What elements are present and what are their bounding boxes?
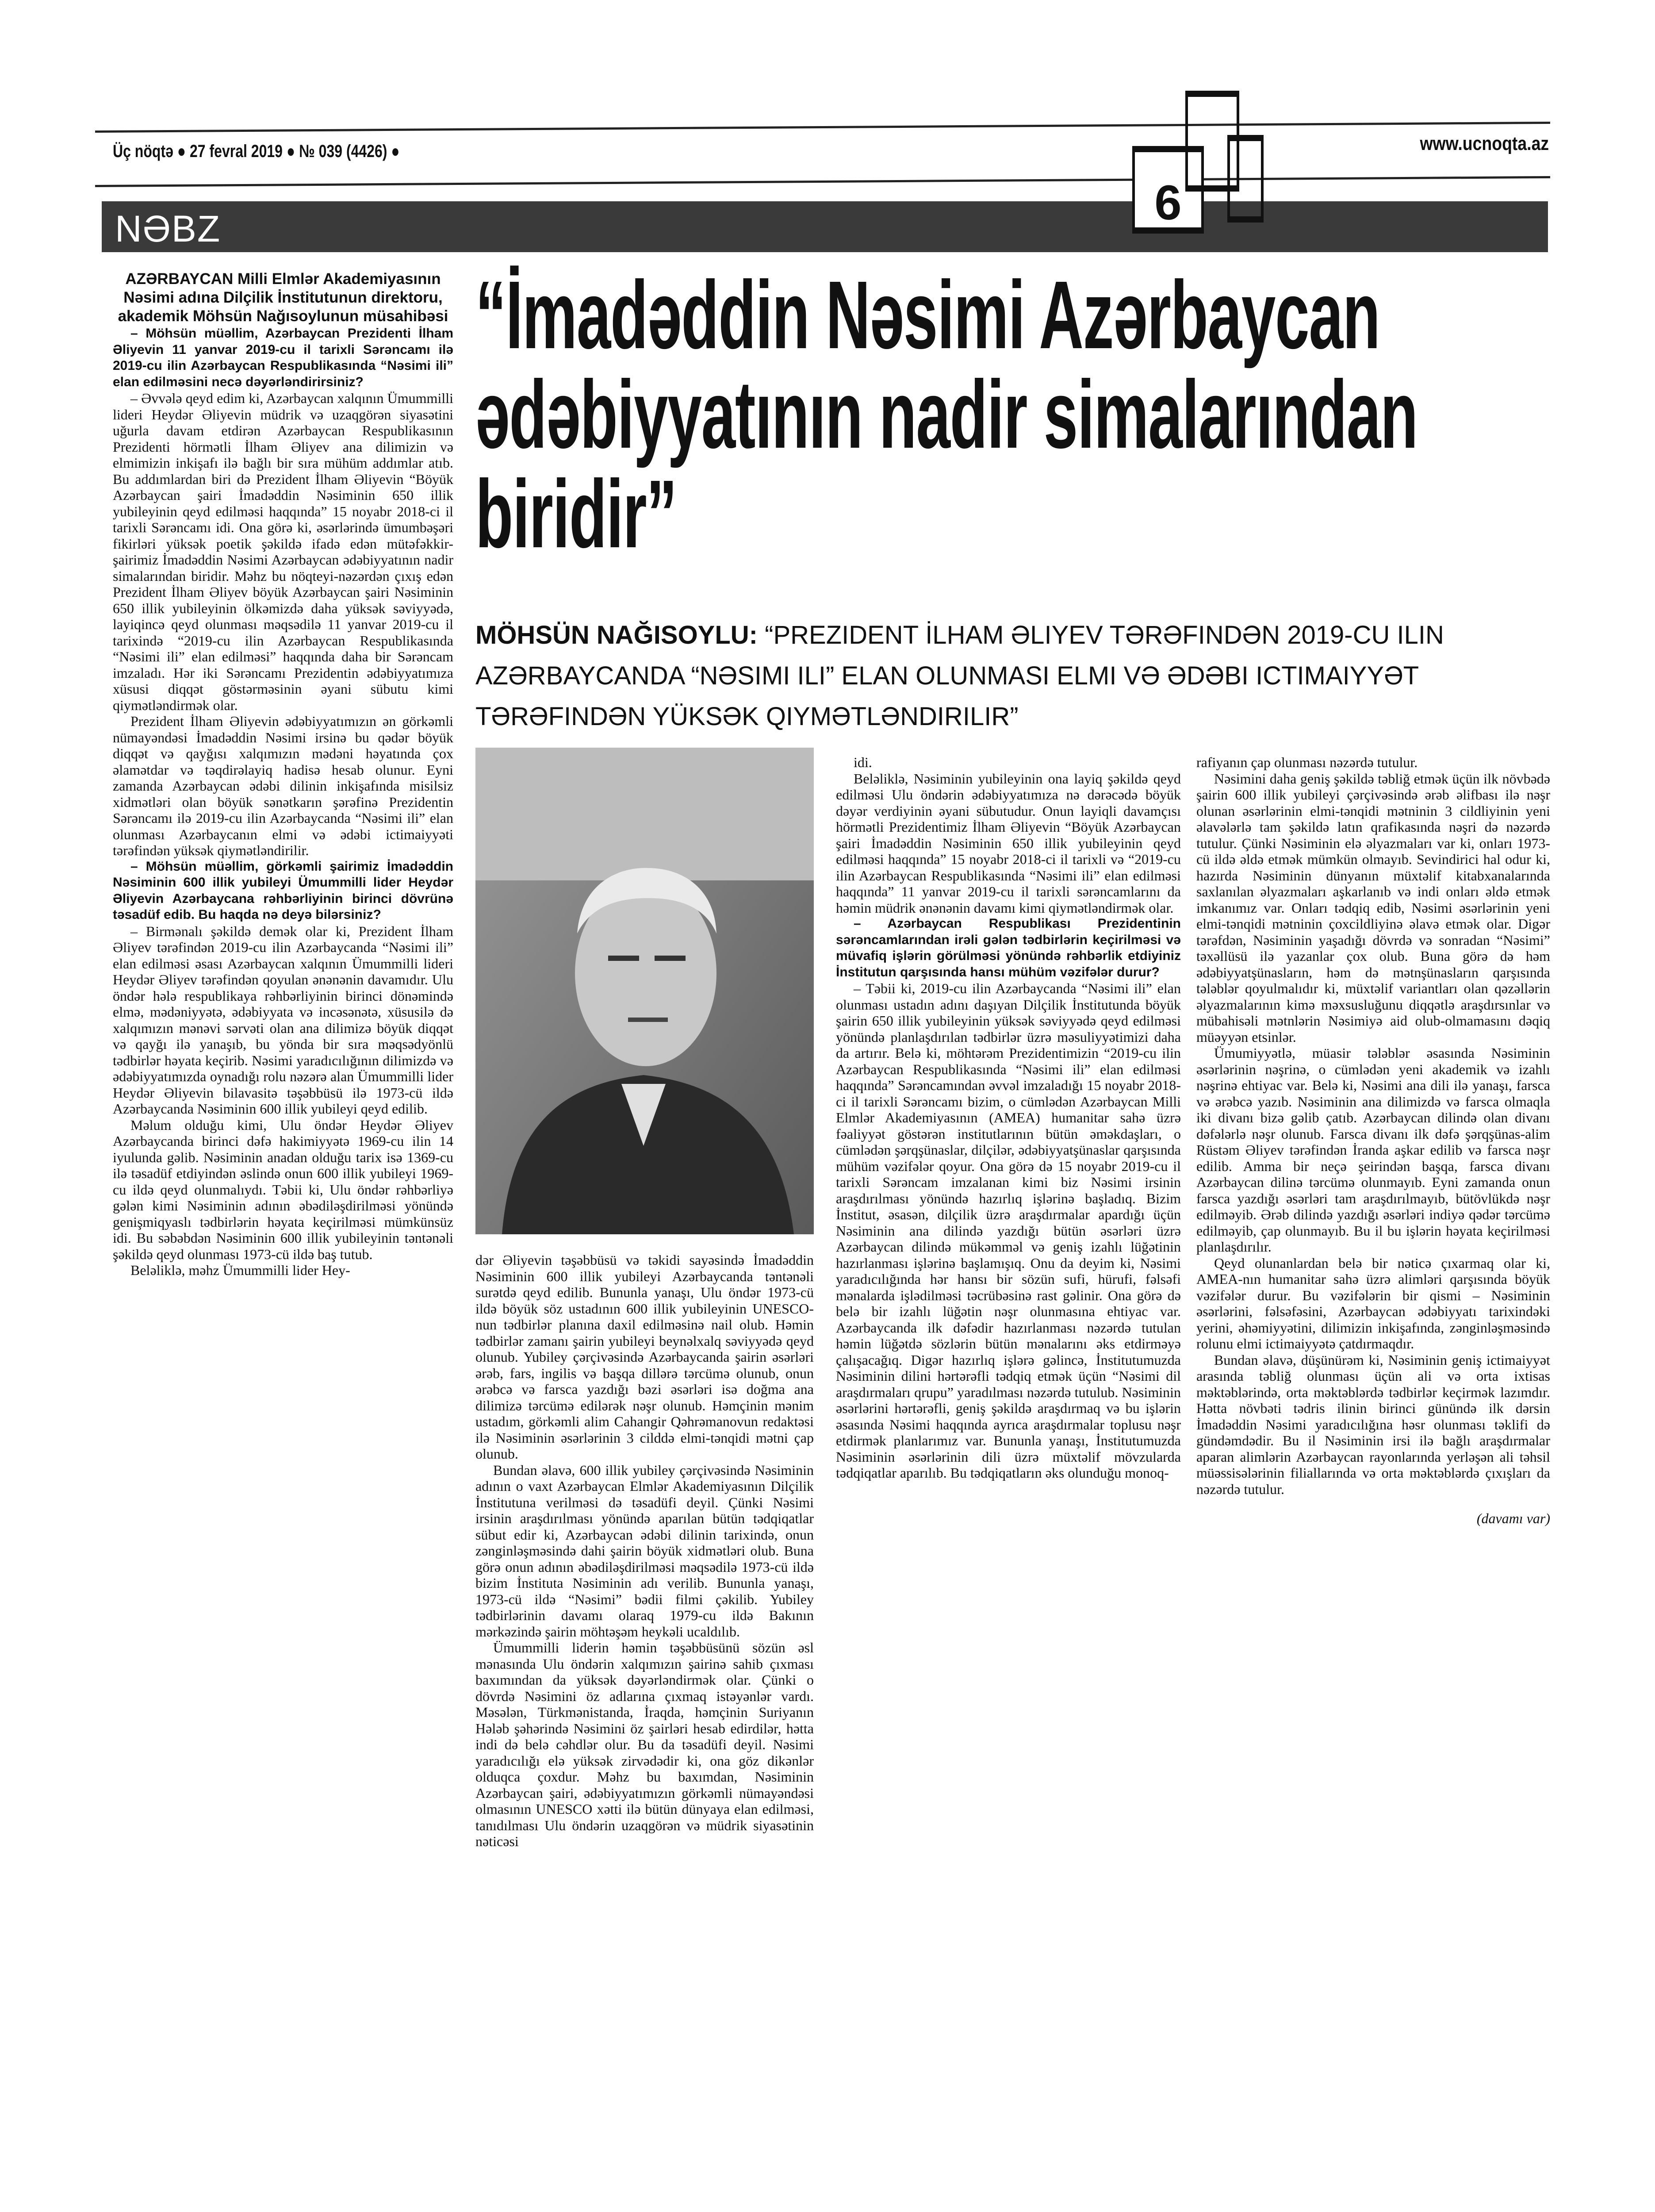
continued-note: (davamı var)	[1476, 1510, 1550, 1526]
decorative-square	[1227, 135, 1264, 223]
masthead-rule	[95, 176, 1550, 187]
paragraph: Məlum olduğu kimi, Ulu öndər Heydər Əliyev Azərbaycanda birinci dəfə hakimiyyətə 1969-cu ilin 14 iyulunda gəlib. Nəsiminin anadan olduğu tarix isə 1369-cu ilə təsadüf etdiyindən əslində onun 600 illik yubileyi 1969-cu ildə qeyd olunmalıydı. Təbii ki, Ulu öndər rəhbərliyə gələn kimi Nəsiminin adının əbədiləşdirilməsi yönündə genişmiqyaslı tədbirlərin həyata keçirilməsi mümkünsüz idi. Bu səbəbdən Nəsiminin 600 illik yubileyinin təntənəli şəkildə qeyd olunması 1973-cü ildə baş tutub.	[113, 1117, 453, 1262]
article-column-1	[113, 270, 453, 1279]
paragraph: Bundan əlavə, 600 illik yubiley çərçivəsində Nəsiminin adının o vaxt Azərbaycan Elmlər Akademiyasının Dilçilik İnstitutuna verilməsi də təsadüfi deyil. Çünki Nəsimi irsinin araşdırılması yönündə aparılan bütün tədqiqatlar sübut edir ki, Azərbaycan ədəbi dilinin tarixində, onun zənginləşməsində dahi şairin böyük xidmətləri olub. Buna görə onun adının əbədiləşdirilməsi məqsədilə 1973-cü ildə bizim İnstituta Nəsiminin adı verilib. Bununla yanaşı, 1973-cü ildə “Nəsimi” bədii filmi çəkilib. Yubiley tədbirlərinin davamı olaraq 1979-cu ildə Bakının mərkəzində şairin möhtəşəm heykəli ucaldılıb.	[475, 1462, 814, 1640]
website-url[interactable]: www.ucnoqta.az	[1420, 133, 1549, 154]
section-title: NƏBZ	[115, 208, 221, 250]
paragraph: dər Əliyevin təşəbbüsü və təkidi sayəsində İmadəddin Nəsiminin 600 illik yubileyi Azərbaycanda təntənəli surətdə qeyd edilib. Bununla yanaşı, Ulu öndər 1973-cü ildə böyük söz ustadının 600 illik yubileyinin UNESCO-nun tədbirlər planına daxil edilməsinə nail olub. Həmin tədbirlər zamanı şairin yubileyi beynəlxalq səviyyədə qeyd olunub. Yubiley çərçivəsində Azərbaycanda şairin əsərləri ərəb, fars, ingilis və başqa dillərə tərcümə olunub, onun ərəbcə və farsca yazdığı bəzi əsərləri isə doğma ana dilimizə tərcümə edilərək nəşr olunub. Həmçinin mənim ustadım, görkəmli alim Cahangir Qəhrəmanovun redaktəsi ilə Nəsiminin əsərlərinin 3 cilddə elmi-tənqidi mətni çap olunub.	[475, 1252, 814, 1462]
subhead-quote: “PREZIDENT İLHAM ƏLIYEV TƏRƏFINDƏN 2019-CU ILIN AZƏRBAYCANDA “NƏSIMI ILI” ELAN OLUNMASI ELMI VƏ ƏDƏBI ICTIMAIYYƏT TƏRƏFINDƏN YÜKSƏK QIYMƏTLƏNDIRILIR”	[475, 621, 1444, 731]
interview-question: – Möhsün müəllim, görkəmli şairimiz İmadəddin Nəsiminin 600 illik yubileyi Ümummilli lider Heydər Əliyevin Azərbaycana rəhbərliyinin birinci dövrünə təsadüf edib. Bu haqda nə deyə bilərsiniz?	[113, 859, 453, 922]
paragraph: Qeyd olunanlardan belə bir nəticə çıxarmaq olar ki, AMEA-nın humanitar sahə üzrə alimləri qarşısında böyük vəzifələr durur. Bu vəzifələrin bir qismi – Nəsiminin əsərlərini, fəlsəfəsini, Azərbaycan ədəbiyyatı tarixindəki yerini, əhəmiyyətini, dilimizin inkişafında, zənginləşməsində rolunu elmi ictimaiyyətə çatdırmaqdır.	[1196, 1255, 1550, 1352]
masthead-info: Üç nöqtə ● 27 fevral 2019 ● № 039 (4426) ●	[113, 142, 400, 161]
paragraph: Ümummilli liderin həmin təşəbbüsünü sözün əsl mənasında Ulu öndərin xalqımızın şairinə sahib çıxması baxımından da yüksək dəyərləndirmək olar. Çünki o dövrdə Nəsimini öz adlarına çıxmaq istəyənlər vardı. Məsələn, Türkmənistanda, İraqda, həmçinin Suriyanın Hələb şəhərində Nəsimini öz şairləri hesab edirdilər, hətta indi də belə cəhdlər olur. Bu da təsadüfi deyil. Nəsimi yaradıcılığı elə yüksək zirvədədir ki, ona göz dikənlər olduqca çoxdur. Məhz bu baxımdan, Nəsiminin Azərbaycan şairi, ədəbiyyatımızın görkəmli nümayəndəsi olmasının UNESCO xətti ilə bütün dünyaya elan edilməsi, tanıdılması Ulu öndərin uzaqgörən və müdrik siyasətinin nəticəsi	[475, 1640, 814, 1849]
paragraph: Ümumiyyətlə, müasir tələblər əsasında Nəsiminin əsərlərinin nəşrinə, o cümlədən yeni akademik və izahlı nəşrinə ehtiyac var. Belə ki, Nəsimi ana dili ilə yanaşı, farsca və ərəbcə yazıb. Nəsiminin ana dilimizdə və farsca olmaqla iki divanı bizə gəlib çatıb. Azərbaycan dilində olan divanı dəfələrlə nəşr olunub. Farsca divanı ilk dəfə şərqşünas-alim Rüstəm Əliyev tərəfindən İranda aşkar edilib və farsca nəşr edilib. Amma bir neçə şeirindən başqa, farsca divanı Azərbaycan dilinə tərcümə olunmayıb. Eyni zamanda onun farsca yazdığı əsərləri tam araşdırılmayıb, bütövlükdə nəşr edilməyib. Ərəb dilində yazdığı əsərləri indiyə qədər tərcümə edilməyib, çap olunmayıb. Bu il bu işlərin həyata keçirilməsi planlaşdırılır.	[1196, 1045, 1550, 1255]
article-headline: “İmadəddin Nəsimi Azərbaycan ədəbiyyatının nadir simalarından biridir”	[475, 261, 1417, 568]
paragraph: – Təbii ki, 2019-cu ilin Azərbaycanda “Nəsimi ili” elan olunması ustadın adını daşıyan Dilçilik İnstitutunda böyük şairin 650 illik yubileyinin yüksək səviyyədə qeyd edilməsi yönündə planlaşdırılan tədbirlər üzrə məsuliyyətimizi daha da artırır. Belə ki, möhtərəm Prezidentimizin “2019-cu ilin Azərbaycan Respublikasında “Nəsimi ili” elan edilməsi haqqında” Sərəncamından əvvəl imzaladığı 15 noyabr 2018-ci il tarixli Sərəncamı bizim, o cümlədən Azərbaycan Milli Elmlər Akademiyasının (AMEA) humanitar sahə üzrə fəaliyyət göstərən institutlarının bütün əməkdaşları, o cümlədən şərqşünaslar, dilçilər, ədəbiyyatşünaslar qarşısında mühüm vəzifələr qoyur. Ona görə də 15 noyabr 2019-cu il tarixli Sərəncam imzalanan kimi biz Nəsimi irsinin araşdırılması yönündə hazırlıq işlərinə başladıq. Bizim İnstitut, əsasən, dilçilik üzrə araşdırmalar apardığı üçün Nəsiminin ana dilində yazdığı bütün əsərləri üzrə Azərbaycan dilində mükəmməl və geniş izahlı lüğətinin hazırlanması işlərinə başlamışıq. Onu da deyim ki, Nəsimi yaradıcılığında hər hansı bir sözün sufi, hürufi, fəlsəfi mənalarda işlədilməsi təcrübəsinə rast gəlinir. Ona görə də belə bir izahlı lüğətin nəşr olunmasına ehtiyac var. Azərbaycanda ilk dəfədir hazırlanması nəzərdə tutulan həmin lüğətdə sözlərin bütün mənalarını əks etdirməyə çalışacağıq. Digər hazırlıq işlərə gəlincə, İnstitutumuzda Nəsiminin dilini hərtərəfli tədqiq etmək üçün “Nəsimi dil araşdırmaları qrupu” yaradılması nəzərdə tutulub. Nəsiminin əsərlərini hərtərəfli, geniş şəkildə araşdırmaq və bu işlərin əsasında Nəsimi haqqında ayrıca araşdırmalar toplusu nəşr etdirmək planlarımız var. Bununla yanaşı, İnstitutumuzda Nəsiminin əsərlərinin dili üzrə müxtəlif mövzularda tədqiqatlar aparılıb. Bu tədqiqatların əks olunduğu monoq-	[836, 980, 1181, 1481]
section-bar	[102, 201, 1548, 252]
interview-question: – Azərbaycan Respublikası Prezidentinin sərəncamlarından irəli gələn tədbirlərin keçirilməsi və müvafiq işlərin görülməsi yönündə rəhbərlik etdiyiniz İnstitutun qarşısında hansı mühüm vəzifələr durur?	[836, 916, 1181, 979]
article-subheadline	[475, 615, 1555, 737]
paragraph: – Əvvələ qeyd edim ki, Azərbaycan xalqının Ümummilli lideri Heydər Əliyevin müdrik və uzaqgörən siyasətini uğurla davam etdirən Azərbaycan Respublikasının Prezidenti hörmətli İlham Əliyev ana dilimizin və elmimizin inkişafı ilə bağlı bir sıra mühüm addımlar atıb. Bu addımlardan biri də Prezident İlham Əliyevin “Böyük Azərbaycan şairi İmadəddin Nəsiminin 650 illik yubileyinin qeyd edilməsi haqqında” 15 noyabr 2018-ci il tarixli Sərəncamı idi. Ona görə ki, əsərlərində ümumbəşəri fikirləri yüksək poetik şəkildə ifadə edən mütəfəkkir-şairimiz İmadəddin Nəsimi Azərbaycan ədəbiyyatının nadir simalarından biridir. Məhz bu nöqteyi-nəzərdən çıxış edən Prezident İlham Əliyev böyük Azərbaycan şairi Nəsiminin 650 illik yubileyinin ölkəmizdə daha yüksək səviyyədə, layiqincə qeyd olunması məqsədilə 11 yanvar 2019-cu il tarixində “2019-cu ilin Azərbaycan Respublikasında “Nəsimi ili” elan edilməsi” haqqında daha bir Sərəncam imzaladı. Hər iki Sərəncamı Prezidentin ədəbiyyatımıza xüsusi diqqət göstərməsinin əyani sübutu kimi qiymətləndirmək olar.	[113, 390, 453, 713]
paragraph: Nəsimini daha geniş şəkildə təbliğ etmək üçün ilk növbədə şairin 600 illik yubileyi çərçivəsində ərəb əlifbası ilə nəşr olunan əsərlərinin elmi-tənqidi mətninin 3 cildliyinin yeni əlavələrlə tam şəkildə latın qrafikasında nəşri də nəzərdə tutulur. Çünki Nəsiminin elə əlyazmaları var ki, onları 1973-cü ildə əldə etmək mümkün olmayıb. Sevindirici hal odur ki, hazırda Nəsiminin dünyanın müxtəlif kitabxanalarında saxlanılan əlyazmaları aşkarlanıb və indi onları əldə etmək imkanımız var. Onları tədqiq edib, Nəsimi əsərlərinin yeni elmi-tənqidi mətninin çoxcildliyinə əlavə etmək olar. Digər tərəfdən, Nəsiminin yaşadığı dövrdə və sonradan “Nəsimi” təxəllüsü ilə yazanlar çox olub. Buna görə də həm ədəbiyyatşünasların, həm də mətnşünasların qarşısında tələblər qoyulmalıdır ki, müxtəlif variantları olan qəzəllərin əlyazmalarının kimə məxsusluğunu diqqətlə araşdırsınlar və mübahisəli mətnlərin Nəsimiyə aid olub-olmamasını dəqiq müəyyən etsinlər.	[1196, 770, 1550, 1045]
paragraph: Beləliklə, Nəsiminin yubileyinin ona layiq şəkildə qeyd edilməsi Ulu öndərin ədəbiyyatımıza nə dərəcədə böyük dəyər verdiyinin əyani sübutudur. Onun layiqli davamçısı hörmətli Prezidentimiz İlham Əliyevin “Böyük Azərbaycan şairi İmadəddin Nəsiminin 650 illik yubileyinin qeyd edilməsi haqqında” 15 noyabr 2018-ci il tarixli və “2019-cu ilin Azərbaycan Respublikasında “Nəsimi ili” elan edilməsi haqqında” 11 yanvar 2019-cu il tarixli sərəncamlarını da həmin müdrik ənənənin davamı kimi qiymətləndirmək olar.	[836, 770, 1181, 916]
paragraph: rafiyanın çap olunması nəzərdə tutulur.	[1196, 754, 1418, 770]
top-rule	[95, 122, 1550, 133]
article-lead: AZƏRBAYCAN Milli Elmlər Akademiyasının Nəsimi adına Dilçilik İnstitutunun direktoru, akademik Möhsün Nağısoylunun müsahibəsi	[118, 270, 448, 325]
subhead-name: MÖHSÜN NAĞISOYLU:	[475, 621, 758, 649]
article-column-3	[836, 754, 1181, 1481]
interview-question: – Möhsün müəllim, Azərbaycan Prezidenti İlham Əliyevin 11 yanvar 2019-cu il tarixli Sərəncamı ilə 2019-cu ilin Azərbaycan Respublikasında “Nəsimi ili” elan edilməsini necə dəyərləndirirsiniz?	[113, 326, 453, 389]
paragraph: – Birmənalı şəkildə demək olar ki, Prezident İlham Əliyev tərəfindən 2019-cu ilin Azərbaycanda “Nəsimi ili” elan edilməsi əsası Azərbaycan xalqının Ümummilli lideri Heydər Əliyev tərəfindən qoyulan ənənənin davamıdır. Ulu öndər hələ respublikaya rəhbərliyinin birinci dönəmində elmə, mədəniyyətə, ədəbiyyata və incəsənətə, xüsusilə də xalqımızın mənəvi sərvəti olan ana dilimizə böyük diqqət və qayğı ilə yanaşıb, bu yönda bir sıra məqsədyönlü tədbirlər həyata keçirib. Nəsimi yaradıcılığının dilimizdə və ədəbiyyatımızda oynadığı rolu nəzərə alan Ümummilli lider Heydər Əliyevin bilavasitə təşəbbüsü ilə 1973-cü ildə Azərbaycanda Nəsiminin 600 illik yubileyi qeyd edilib.	[113, 923, 453, 1117]
page-number: 6	[1154, 176, 1182, 230]
paragraph: idi.	[854, 754, 872, 770]
paragraph: Beləliklə, məhz Ümummilli lider Hey-	[130, 1262, 350, 1278]
article-column-2	[475, 1252, 814, 1850]
paragraph: Prezident İlham Əliyevin ədəbiyyatımızın ən görkəmli nümayəndəsi İmadəddin Nəsimi irsinə bu qədər böyük diqqət və qayğısı xalqımızın mədəni həyatında çox əlamətdar və təqdirəlayiq hadisə hesab olunur. Eyni zamanda Azərbaycan ədəbi dilinin inkişafında misilsiz xidmətləri olan böyük sənətkarın şərəfinə Prezidentin Sərəncamı ilə 2019-cu ilin Azərbaycanda “Nəsimi ili” elan olunması Azərbaycanın elmi və ədəbi ictimaiyyəti tərəfindən yüksək qiymətləndirilir.	[113, 713, 453, 858]
article-column-4	[1196, 754, 1550, 1527]
portrait-photo	[475, 748, 814, 1234]
paragraph: Bundan əlavə, düşünürəm ki, Nəsiminin geniş ictimaiyyət arasında təbliğ olunması üçün ali və orta ixtisas məktəblərində, orta məktəblərdə tədbirlər keçirmək lazımdır. Hətta növbəti tədris ilinin birinci günündə ilk dərsin İmadəddin Nəsimi yaradıcılığına həsr olunması təklifi də gündəmdədir. Bu il Nəsiminin irsi ilə bağlı araşdırmalar aparan alimlərin Azərbaycan rayonlarında yerləşən ali təhsil müəssisələrinin filiallarında və orta məktəblərdə çıxışları da nəzərdə tutulur.	[1196, 1352, 1550, 1497]
